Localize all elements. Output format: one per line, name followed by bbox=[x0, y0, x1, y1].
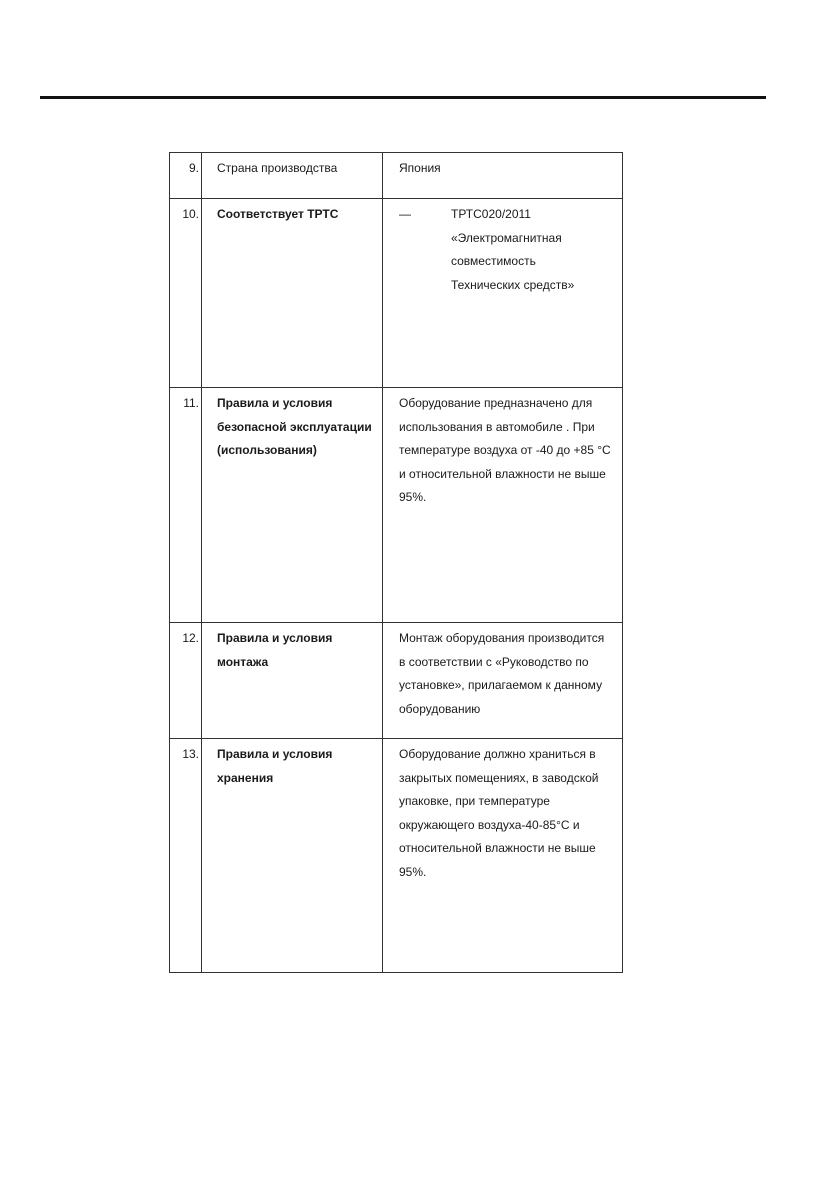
row-name: Соответствует ТРТС bbox=[202, 199, 383, 388]
value-line: совместимость bbox=[451, 254, 536, 268]
row-name: Правила и условия хранения bbox=[202, 739, 383, 973]
row-value: Оборудование должно храниться в закрытых помещениях, в заводской упаковке, при температуре окружающего воздуха-40-85°C и относительной влажности не выше 95%. bbox=[383, 739, 623, 973]
row-value bbox=[383, 199, 623, 388]
row-name: Правила и условия безопасной эксплуатации (использования) bbox=[202, 388, 383, 623]
row-name: Страна производства bbox=[202, 153, 383, 199]
table-row bbox=[170, 623, 623, 739]
row-number: 11. bbox=[170, 388, 202, 623]
row-value: Монтаж оборудования производится в соответствии с «Руководство по установке», прилагаемом к данному оборудованию bbox=[383, 623, 623, 739]
table-row bbox=[170, 388, 623, 623]
value-line: «Электромагнитная bbox=[451, 230, 562, 245]
dash-bullet: — bbox=[399, 207, 411, 221]
row-name: Правила и условия монтажа bbox=[202, 623, 383, 739]
spec-table bbox=[169, 152, 623, 973]
list-item bbox=[399, 203, 612, 297]
row-number: 12. bbox=[170, 623, 202, 739]
row-number: 10. bbox=[170, 199, 202, 388]
table-row bbox=[170, 199, 623, 388]
table-row bbox=[170, 739, 623, 973]
value-line: ТРТС020/2011 bbox=[451, 207, 531, 221]
row-number: 13. bbox=[170, 739, 202, 973]
value-line: Технических средств» bbox=[451, 277, 575, 292]
row-value: Япония bbox=[383, 153, 623, 199]
header-rule bbox=[40, 96, 766, 99]
row-number: 9. bbox=[170, 153, 202, 199]
row-value: Оборудование предназначено для использования в автомобиле . При температуре воздуха от -40 до +85 °C и относительной влажности не выше 95%. bbox=[383, 388, 623, 623]
table-row bbox=[170, 153, 623, 199]
